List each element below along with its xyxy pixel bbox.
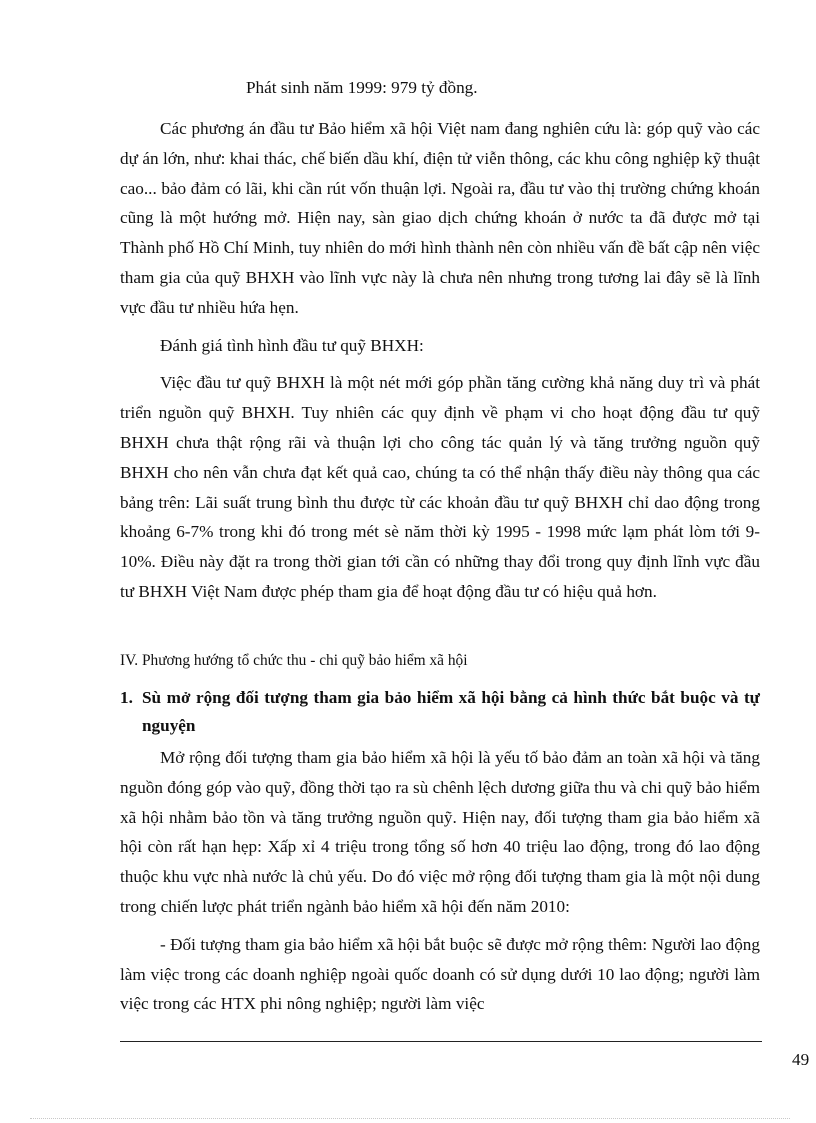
footer-rule (120, 1041, 762, 1042)
paragraph: Các phương án đầu tư Bảo hiểm xã hội Việt nam đang nghiên cứu là: góp quỹ vào các dự án lớn, như: khai thác, chế biến dầu khí, điện tử viễn thông, các khu công nghiệp kỹ thuật cao... bảo đảm có lãi, khi cần rút vốn thuận lợi. Ngoài ra, đầu tư vào thị trường chứng khoán cũng là một hướng mở. Hiện nay, sàn giao dịch chứng khoán ở nước ta đã được mở tại Thành phố Hồ Chí Minh, tuy nhiên do mới hình thành nên còn nhiều vấn đề bất cập nên việc tham gia của quỹ BHXH vào lĩnh vực này là chưa nên nhưng trong tương lai đây sẽ là lĩnh vực đầu tư nhiều hứa hẹn. (120, 119, 760, 317)
paragraph: Mở rộng đối tượng tham gia bảo hiểm xã hội là yếu tố bảo đảm an toàn xã hội và tăng nguồn đóng góp vào quỹ, đồng thời tạo ra sù chênh lệch dương giữa thu và chi quỹ bảo hiểm xã hội nhằm bảo tồn và tăng trưởng nguồn quỹ. Hiện nay, đối tượng tham gia bảo hiểm xã hội còn rất hạn hẹp: Xấp xỉ 4 triệu trong tổng số hơn 40 triệu lao động, trong đó lao động thuộc khu vực nhà nước là chủ yếu. Do đó việc mở rộng đối tượng tham gia là một nội dung trong chiến lược phát triển ngành bảo hiểm xã hội đến năm 2010: (120, 748, 760, 916)
subsection-heading (120, 684, 760, 740)
paragraph: - Đối tượng tham gia bảo hiểm xã hội bắt buộc sẽ được mở rộng thêm: Người lao động làm việc trong các doanh nghiệp ngoài quốc doanh có sử dụng dưới 10 lao động; người làm việc trong các HTX phi nông nghiệp; người làm việc (120, 934, 760, 1014)
section-heading: IV. Phương hướng tổ chức thu - chi quỹ bảo hiểm xã hội (120, 652, 468, 669)
text-block-upper (120, 114, 760, 607)
paragraph: Việc đầu tư quỹ BHXH là một nét mới góp phần tăng cường khả năng duy trì và phát triển nguồn quỹ BHXH. Tuy nhiên các quy định về phạm vi cho hoạt động đầu tư quỹ BHXH chưa thật rộng rãi và thuận lợi cho công tác quản lý và tăng trưởng nguồn quỹ BHXH cho nên vẫn chưa đạt kết quả cao, chúng ta có thể nhận thấy điều này thông qua các bảng trên: Lãi suất trung bình thu được từ các khoản đầu tư quỹ BHXH chỉ dao động trong khoảng 6-7% trong khi đó trong mét sè năm thời kỳ 1995 - 1998 mức lạm phát lòm tới 9-10%. Điều này đặt ra trong thời gian tới cần có những thay đổi trong quy định lĩnh vực đầu tư BHXH Việt Nam được phép tham gia để hoạt động đầu tư có hiệu quả hơn. (120, 373, 760, 601)
subsection-number: 1. (120, 688, 133, 707)
subsection-title: Sù mở rộng đối tượng tham gia bảo hiểm xã hội bằng cả hình thức bắt buộc và tự nguyện (142, 688, 760, 735)
paragraph-line: Phát sinh năm 1999: 979 tỷ đồng. (246, 78, 478, 97)
paragraph: Đánh giá tình hình đầu tư quỹ BHXH: (160, 335, 424, 355)
page-edge-divider (30, 1118, 790, 1119)
text-block-lower (120, 743, 760, 1019)
page-number: 49 (792, 1050, 810, 1069)
